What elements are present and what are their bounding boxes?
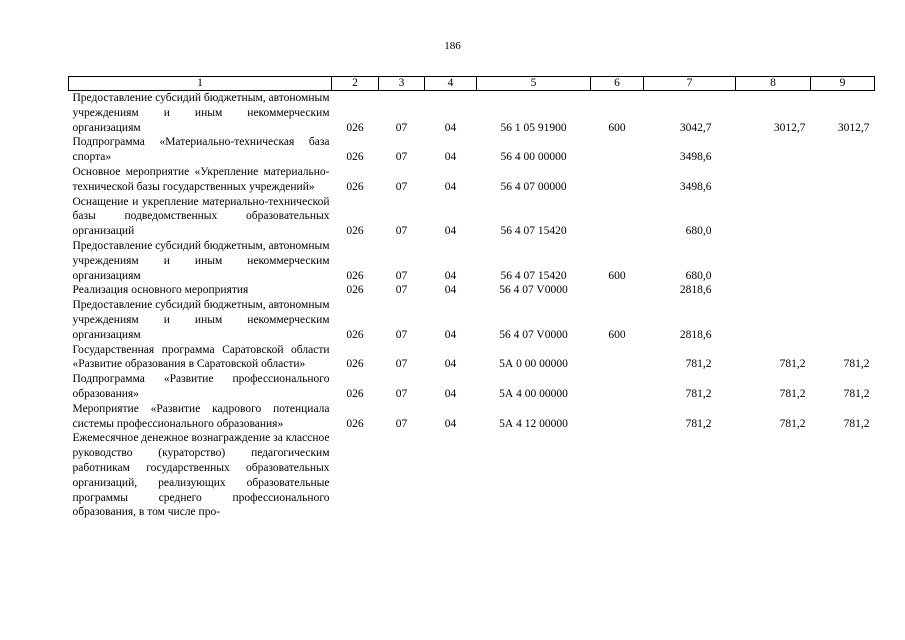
row-section-code: 07 — [395, 269, 408, 282]
row-amount-year2 — [736, 195, 811, 239]
row-amount-year2: 781,2 — [779, 417, 806, 430]
row-subsection-code: 04 — [444, 225, 457, 238]
row-amount-year1: 680,0 — [685, 269, 712, 282]
row-amount-year3 — [811, 283, 875, 298]
row-target-article: 5А 4 00 00000 — [499, 387, 568, 400]
table-row — [69, 239, 875, 283]
column-header: 3 — [379, 77, 425, 91]
row-expense-type — [591, 165, 644, 195]
row-expense-type — [591, 135, 644, 165]
row-section-code: 07 — [395, 328, 408, 341]
row-ministry-code: 026 — [346, 121, 364, 134]
row-section-code: 07 — [395, 284, 408, 297]
row-target-article: 56 4 07 15420 — [500, 269, 567, 282]
row-amount-year2 — [736, 283, 811, 298]
table-row — [69, 91, 875, 136]
row-section-code: 07 — [395, 387, 408, 400]
row-expense-type — [591, 343, 644, 373]
row-name: Предоставление субсидий бюджетным, автономным учреждениям и иным некоммерческим организациям — [72, 92, 330, 134]
row-amount-year2: 781,2 — [779, 358, 806, 371]
row-name: Оснащение и укрепление материально-технической базы подведомственных образовательных организаций — [72, 195, 330, 238]
row-subsection-code — [425, 431, 477, 520]
table-row — [69, 343, 875, 373]
row-amount-year3 — [811, 298, 875, 342]
row-section-code: 07 — [395, 225, 408, 238]
row-subsection-code: 04 — [444, 328, 457, 341]
row-target-article: 56 1 05 91900 — [500, 121, 567, 134]
row-ministry-code: 026 — [346, 284, 364, 297]
row-name: Основное мероприятие «Укрепление материально-технической базы государственных учреждений» — [72, 165, 330, 193]
column-header: 4 — [425, 77, 477, 91]
row-amount-year2 — [736, 431, 811, 520]
row-amount-year1: 680,0 — [685, 225, 712, 238]
row-name: Ежемесячное денежное вознаграждение за классное руководство (кураторство) педагогическим работникам государственных образовательных организаций, реализующих образовательные программы среднего профессионального образования, в том числе про- — [72, 432, 330, 519]
table-row — [69, 195, 875, 239]
row-amount-year3: 781,2 — [843, 358, 870, 371]
row-amount-year2: 781,2 — [779, 387, 806, 400]
row-amount-year3: 781,2 — [843, 417, 870, 430]
row-subsection-code: 04 — [444, 151, 457, 164]
row-section-code: 07 — [395, 417, 408, 430]
table-row — [69, 165, 875, 195]
row-amount-year3: 3012,7 — [837, 121, 870, 134]
row-target-article: 56 4 07 V0000 — [499, 328, 568, 341]
row-name: Подпрограмма «Материально-техническая база спорта» — [72, 136, 330, 164]
budget-table — [68, 76, 875, 520]
row-expense-type — [591, 195, 644, 239]
column-header: 6 — [591, 77, 644, 91]
row-subsection-code: 04 — [444, 269, 457, 282]
table-row — [69, 283, 875, 298]
row-amount-year1: 2818,6 — [679, 284, 712, 297]
table-row — [69, 372, 875, 402]
column-header: 7 — [644, 77, 736, 91]
row-amount-year3: 781,2 — [843, 387, 870, 400]
row-target-article: 56 4 07 00000 — [500, 180, 567, 193]
row-expense-type — [591, 283, 644, 298]
row-ministry-code: 026 — [346, 180, 364, 193]
row-subsection-code: 04 — [444, 387, 457, 400]
row-section-code: 07 — [395, 180, 408, 193]
row-name: Мероприятие «Развитие кадрового потенциала системы профессионального образования» — [72, 402, 330, 430]
row-amount-year1: 3498,6 — [679, 151, 712, 164]
row-subsection-code: 04 — [444, 284, 457, 297]
row-target-article: 56 4 07 15420 — [500, 225, 567, 238]
page-number: 186 — [444, 40, 461, 52]
row-amount-year1 — [644, 431, 736, 520]
row-target-article: 56 4 07 V0000 — [499, 284, 568, 297]
row-amount-year2 — [736, 298, 811, 342]
row-target-article: 5А 4 12 00000 — [499, 417, 568, 430]
row-name: Подпрограмма «Развитие профессионального образования» — [72, 373, 330, 400]
row-subsection-code: 04 — [444, 417, 457, 430]
row-name: Реализация основного мероприятия — [72, 284, 249, 297]
row-subsection-code: 04 — [444, 358, 457, 371]
row-ministry-code: 026 — [346, 225, 364, 238]
row-target-article: 56 4 00 00000 — [500, 151, 567, 164]
row-amount-year2 — [736, 239, 811, 283]
row-name: Предоставление субсидий бюджетным, автономным учреждениям и иным некоммерческим организациям — [72, 299, 330, 341]
row-amount-year1: 781,2 — [685, 387, 712, 400]
row-amount-year3 — [811, 195, 875, 239]
row-amount-year2 — [736, 135, 811, 165]
row-expense-type — [591, 372, 644, 402]
row-section-code — [379, 431, 425, 520]
column-header: 5 — [477, 77, 591, 91]
row-amount-year3 — [811, 165, 875, 195]
row-ministry-code — [332, 431, 379, 520]
row-ministry-code: 026 — [346, 328, 364, 341]
row-name: Предоставление субсидий бюджетным, автономным учреждениям и иным некоммерческим организациям — [72, 239, 330, 282]
row-amount-year2 — [736, 165, 811, 195]
row-amount-year1: 781,2 — [685, 358, 712, 371]
row-ministry-code: 026 — [346, 387, 364, 400]
table-row — [69, 135, 875, 165]
row-amount-year1: 3498,6 — [679, 180, 712, 193]
row-ministry-code: 026 — [346, 151, 364, 164]
row-amount-year2: 3012,7 — [773, 121, 806, 134]
row-expense-type — [591, 431, 644, 520]
row-ministry-code: 026 — [346, 269, 364, 282]
row-expense-type — [591, 402, 644, 432]
row-amount-year3 — [811, 239, 875, 283]
row-amount-year1: 2818,6 — [679, 328, 712, 341]
row-amount-year3 — [811, 431, 875, 520]
row-expense-type: 600 — [608, 121, 626, 134]
row-subsection-code: 04 — [444, 180, 457, 193]
row-expense-type: 600 — [608, 328, 626, 341]
row-target-article: 5А 0 00 00000 — [499, 358, 568, 371]
row-ministry-code: 026 — [346, 358, 364, 371]
table-row — [69, 298, 875, 342]
column-header: 1 — [69, 77, 332, 91]
row-amount-year3 — [811, 135, 875, 165]
row-amount-year1: 781,2 — [685, 417, 712, 430]
column-header: 8 — [736, 77, 811, 91]
row-section-code: 07 — [395, 358, 408, 371]
row-section-code: 07 — [395, 121, 408, 134]
row-amount-year1: 3042,7 — [679, 121, 712, 134]
row-ministry-code: 026 — [346, 417, 364, 430]
row-expense-type: 600 — [608, 269, 626, 282]
table-header-row — [69, 77, 875, 91]
column-header: 2 — [332, 77, 379, 91]
table-row — [69, 402, 875, 432]
table-row — [69, 431, 875, 520]
column-header: 9 — [811, 77, 875, 91]
row-subsection-code: 04 — [444, 121, 457, 134]
row-section-code: 07 — [395, 151, 408, 164]
row-name: Государственная программа Саратовской области «Развитие образования в Саратовской области» — [72, 343, 330, 371]
row-target-article — [477, 431, 591, 520]
